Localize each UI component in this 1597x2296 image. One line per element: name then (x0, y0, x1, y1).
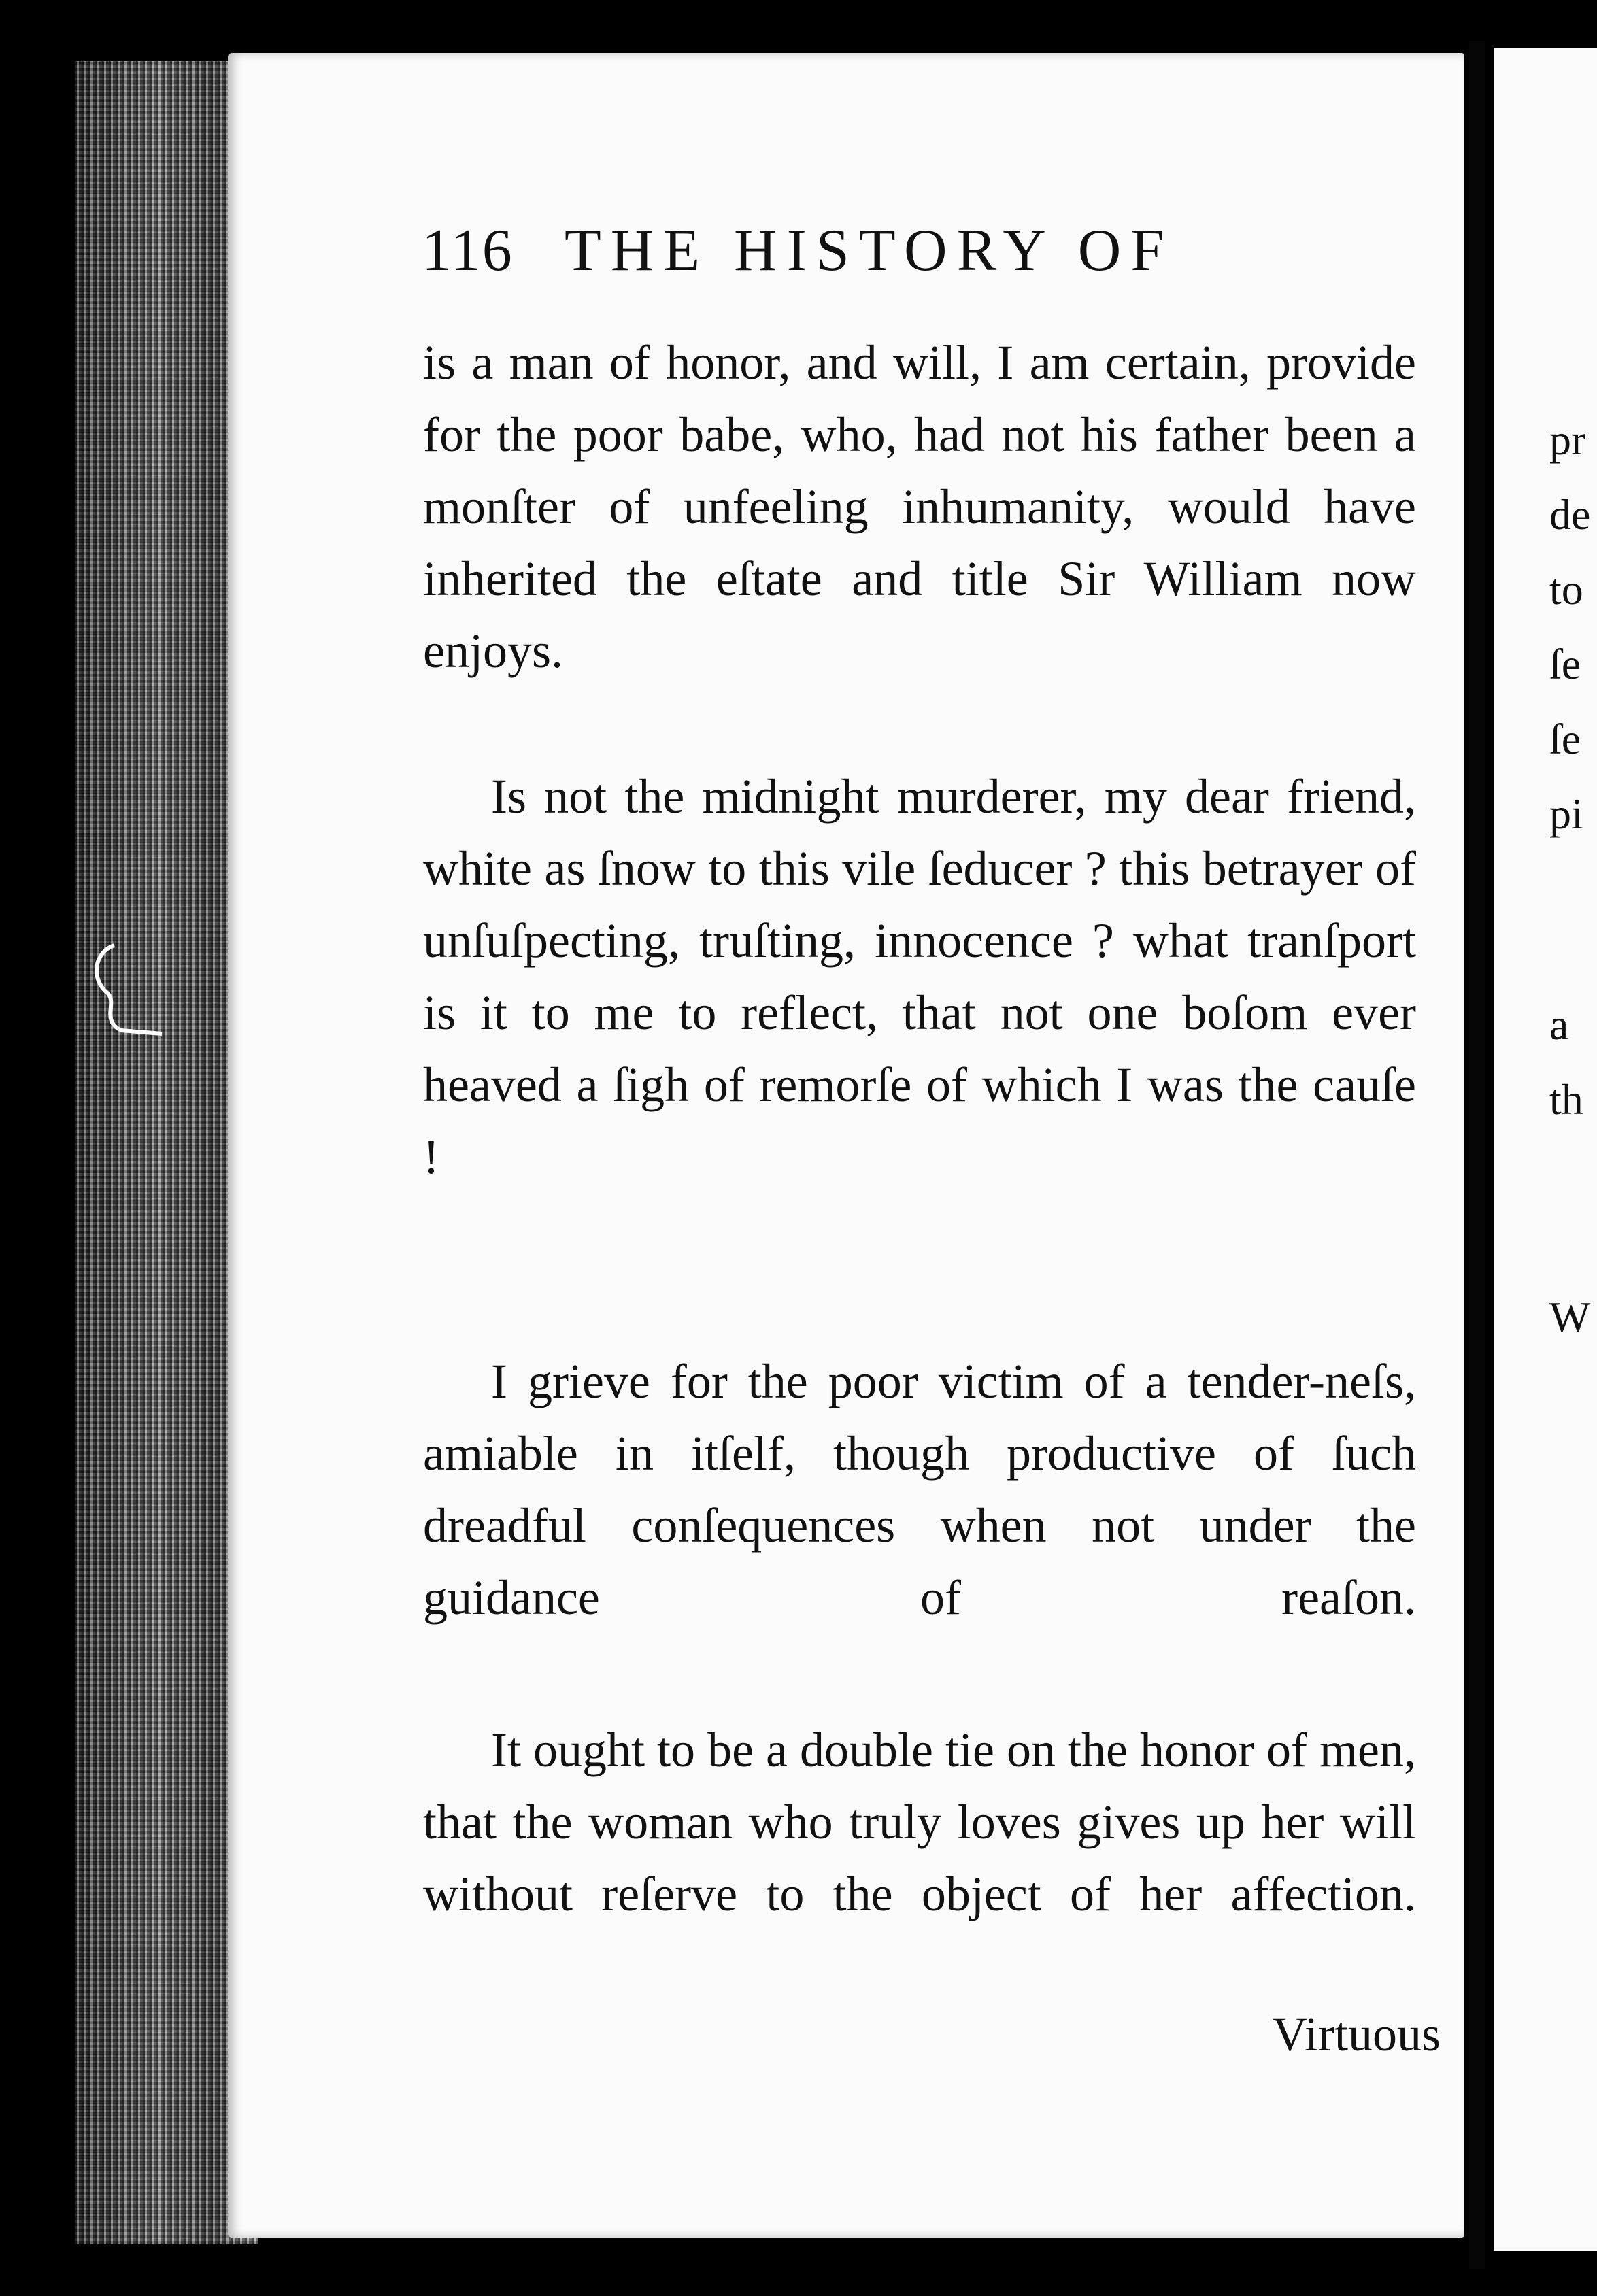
paragraph: It ought to be a double tie on the honor of men, that the woman who truly loves gives up her will without reſerve to the object of her affection. (423, 1723, 1416, 1921)
facing-page-fragment: de (1549, 490, 1591, 539)
page-number: 116 (422, 218, 514, 284)
ink-smudge-mark (87, 939, 169, 1041)
facing-page-fragment: ſe (1549, 715, 1581, 763)
paragraph: is a man of honor, and will, I am certain, provide for the poor babe, who, had not his father been a monſter of unfeeling inhumanity, would have inherited the eſtate and title Sir William now enjoys. (423, 335, 1416, 678)
book-gutter (1469, 41, 1485, 2269)
facing-page-fragment: ſe (1549, 640, 1581, 688)
facing-page-fragment: pr (1549, 416, 1586, 464)
facing-page-fragment: a (1549, 1000, 1569, 1049)
running-title: THE HISTORY OF (565, 218, 1174, 284)
facing-page-fragment: to (1549, 565, 1583, 613)
running-header (422, 216, 1319, 284)
facing-page-fragment: th (1549, 1075, 1583, 1124)
catchword: Virtuous (1272, 2007, 1441, 2061)
facing-page (1494, 48, 1597, 2251)
paragraph: Is not the midnight murderer, my dear friend, white as ſnow to this vile ſeducer ? this betrayer of unſuſpecting, truſting, innocence ? what tranſport is it to me to reflect, that not one boſom ever heaved a ſigh of remorſe of which I was the cauſe ! (423, 769, 1416, 1184)
facing-page-fragment: W (1549, 1293, 1591, 1341)
facing-page-fragment: pi (1549, 790, 1583, 838)
paragraph: I grieve for the poor victim of a tender-neſs, amiable in itſelf, though productive of ſuch dreadful conſequences when not under the guidance of reaſon. (423, 1354, 1416, 1625)
